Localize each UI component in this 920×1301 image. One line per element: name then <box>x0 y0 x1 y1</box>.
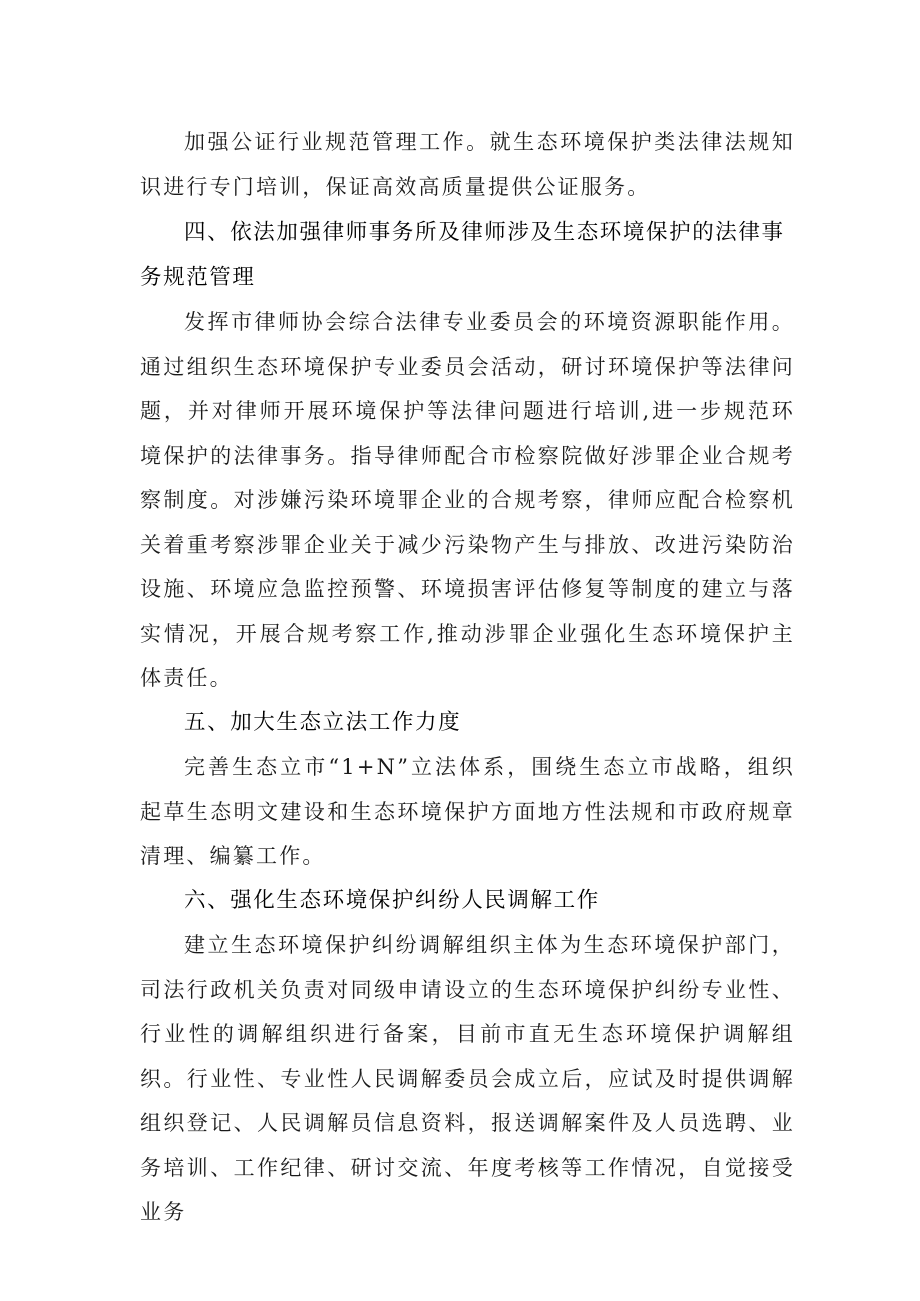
heading-section-four: 四、依法加强律师事务所及律师涉及生态环境保护的法律事务规范管理 <box>140 220 785 290</box>
paragraph-lawyer-management: 发挥市律师协会综合法律专业委员会的环境资源职能作用。通过组织生态环境保护专业委员会活动，研讨环境保护等法律问题，并对律师开展环境保护等法律问题进行培训,进一步规范环境保护的法律事务。指导律师配合市检察院做好涉罪企业合规考察制度。对涉嫌污染环境罪企业的合规考察，律师应配合检察机关着重考察涉罪企业关于减少污染物产生与排放、改进污染防治设施、环境应急监控预警、环境损害评估修复等制度的建立与落实情况，开展合规考察工作,推动涉罪企业强化生态环境保护主体责任。 <box>140 310 795 690</box>
paragraph-people-mediation: 建立生态环境保护纠纷调解组织主体为生态环境保护部门，司法行政机关负责对同级申请设立的生态环境保护纠纷专业性、行业性的调解组织进行备案，目前市直无生态环境保护调解组织。行业性、专业性人民调解委员会成立后，应试及时提供调解组织登记、人民调解员信息资料，报送调解案件及人员选聘、业务培训、工作纪律、研讨交流、年度考核等工作情况，自觉接受业务 <box>140 933 795 1224</box>
document-body <box>140 120 795 1235</box>
paragraph-ecological-legislation: 完善生态立市“1+N”立法体系，围绕生态立市战略，组织起草生态明文建设和生态环境保护方面地方性法规和市政府规章清理、编纂工作。 <box>140 755 795 868</box>
heading-section-six: 六、强化生态环境保护纠纷人民调解工作 <box>184 887 600 913</box>
paragraph-notary-management: 加强公证行业规范管理工作。就生态环境保护类法律法规知识进行专门培训，保证高效高质量提供公证服务。 <box>140 130 795 199</box>
heading-section-five: 五、加大生态立法工作力度 <box>184 709 462 735</box>
